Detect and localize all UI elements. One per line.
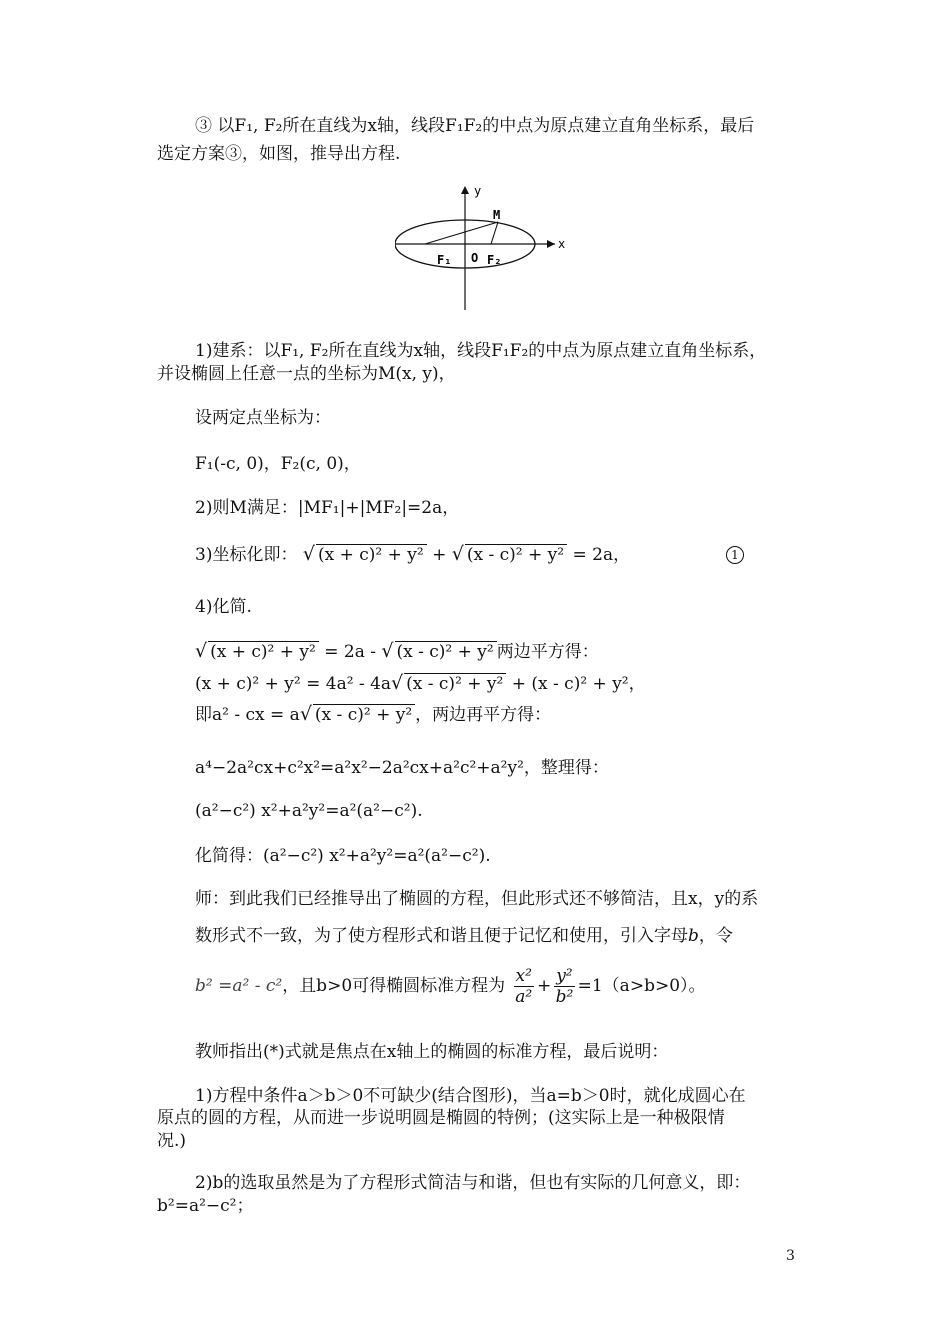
step3-prefix: 3)坐标化即： <box>195 545 298 565</box>
intro-line-1: ③ 以F₁, F₂所在直线为x轴，线段F₁F₂的中点为原点建立直角坐标系，最后 <box>195 116 755 136</box>
step3-radicand-2: (x - c)² + y² <box>465 544 567 565</box>
equation-f: 化简得：(a²−c²) x²+a²y²=a²(a²−c²). <box>195 846 491 866</box>
teacher-line-1: 师：到此我们已经推导出了椭圆的方程，但此形式还不够简洁，且x，y的系 <box>195 889 759 909</box>
sqrt-icon: √ <box>299 703 312 725</box>
note1-line-1: 1)方程中条件a＞b＞0不可缺少(结合图形)，当a=b＞0时，就化成圆心在 <box>195 1086 746 1106</box>
segment-mf2 <box>491 222 498 244</box>
fraction-plus: + <box>536 976 552 996</box>
circled-one-icon: 1 <box>726 546 744 564</box>
point-out: 教师指出(*)式就是焦点在x轴上的椭圆的标准方程，最后说明： <box>195 1042 669 1062</box>
point-m-label: M <box>493 208 501 222</box>
teacher-line-2-text: 数形式不一致，为了使方程形式和谐且便于记忆和使用，引入字母 <box>195 926 688 946</box>
origin-label: O <box>471 251 479 265</box>
note2-line-2: b²=a²−c²； <box>157 1196 254 1216</box>
eq-c-tail: ，两边再平方得： <box>415 705 552 725</box>
focus-f2-label: F₂ <box>487 253 502 267</box>
step2-condition: 2)则M满足：|MF₁|+|MF₂|=2a， <box>195 498 460 518</box>
eq-b-radicand: (x - c)² + y² <box>404 673 506 694</box>
segment-mf1 <box>425 222 498 244</box>
teacher-line-3-text: ，且b>0可得椭圆标准方程为 <box>282 976 506 996</box>
standard-equation-rhs: =1（a>b>0）。 <box>577 976 706 996</box>
step3-rhs: = 2a， <box>572 545 631 565</box>
step4-simplify: 4)化简. <box>195 597 252 617</box>
intro-line-2: 选定方案③，如图，推导出方程. <box>157 144 401 164</box>
letter-b: b <box>688 926 699 946</box>
equation-marker <box>726 543 744 565</box>
focus-f1-label: F₁ <box>437 253 452 267</box>
note1-line-3: 况.) <box>157 1131 187 1151</box>
step3-equation <box>195 543 630 566</box>
sqrt-icon: √ <box>451 543 464 565</box>
equation-e: (a²−c²) x²+a²y²=a²(a²−c²). <box>195 801 423 821</box>
note1-line-2: 原点的圆的方程，从而进一步说明圆是椭圆的特例；(这实际上是一种极限情 <box>157 1108 725 1128</box>
note2-line-1: 2)b的选取虽然是为了方程形式简洁与和谐，但也有实际的几何意义，即： <box>195 1173 751 1193</box>
y-axis-label: y <box>474 184 482 198</box>
equation-d: a⁴−2a²cx+c²x²=a²x²−2a²cx+a²c²+a²y²，整理得： <box>195 758 609 778</box>
eq-b-tail: + (x - c)² + y²， <box>511 674 646 694</box>
eq-a-middle: = 2a - <box>324 642 376 662</box>
sqrt-icon: √ <box>391 672 404 694</box>
fraction-y: $\frac{\text{y²}}{\text{b²}}$ <box>555 966 574 1007</box>
eq-c-left: 即a² - cx = a <box>195 705 300 725</box>
equation-c <box>195 703 551 726</box>
teacher-line-2-end: ，令 <box>698 926 733 946</box>
sqrt-icon: √ <box>302 543 315 565</box>
b-squared-definition: b² =a² - c² <box>195 976 283 996</box>
eq-a-radicand-2: (x - c)² + y² <box>395 641 497 662</box>
equation-b <box>195 672 646 695</box>
eq-c-radicand: (x - c)² + y² <box>313 704 415 725</box>
teacher-line-3 <box>195 966 706 1007</box>
foci-intro: 设两定点坐标为： <box>195 408 331 428</box>
x-axis-arrow-icon <box>547 240 555 248</box>
step3-radicand-1: (x + c)² + y² <box>316 544 427 565</box>
ellipse-coordinate-figure <box>395 182 575 312</box>
step3-plus: + <box>432 545 447 565</box>
eq-b-left: (x + c)² + y² = 4a² - 4a <box>195 674 392 694</box>
sqrt-icon: √ <box>381 640 394 662</box>
step1-line-2: 并设椭圆上任意一点的坐标为M(x, y)， <box>157 364 456 384</box>
sqrt-icon: √ <box>195 640 208 662</box>
eq-a-tail: 两边平方得： <box>496 642 599 662</box>
x-axis-label: x <box>558 237 566 251</box>
fraction-x: $\frac{\text{x²}}{\text{a²}}$ <box>515 966 533 1007</box>
eq-a-radicand-1: (x + c)² + y² <box>208 641 319 662</box>
equation-a <box>195 640 599 663</box>
step1-line-1: 1)建系：以F₁, F₂所在直线为x轴，线段F₁F₂的中点为原点建立直角坐标系， <box>195 341 767 361</box>
y-axis-arrow-icon <box>461 186 469 194</box>
foci-coordinates: F₁(-c, 0)，F₂(c, 0)， <box>195 454 361 474</box>
teacher-line-2 <box>195 925 733 947</box>
page-number: 3 <box>786 1248 795 1264</box>
